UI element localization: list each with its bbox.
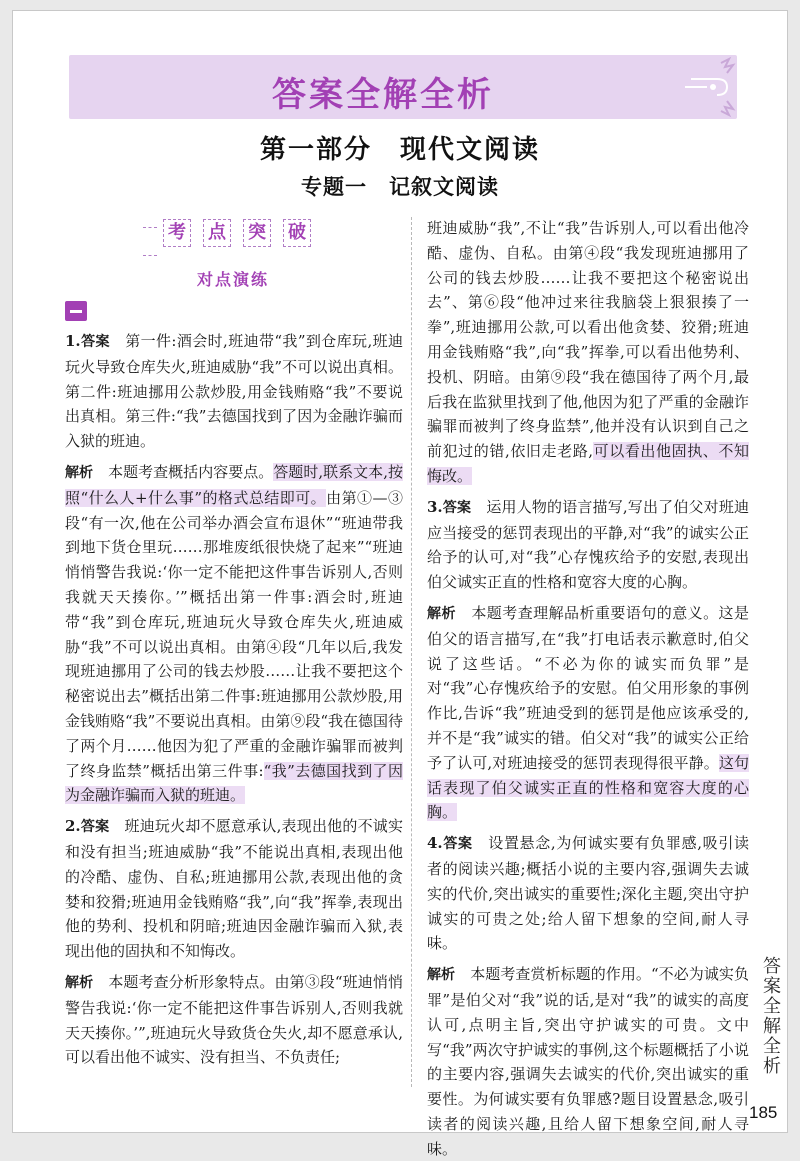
answer-text: 第一件:酒会时,班迪带“我”到仓库玩,班迪玩火导致仓库失火,班迪威胁“我”不可以说出真相。第二件:班迪挪用公款炒股,用金钱贿赂“我”不要说出真相。第三件:“我”去德国找到了因为金融诈骗而入狱的班迪。	[65, 332, 403, 451]
cloud-ornament-icon	[677, 55, 737, 119]
question-2-analysis: 解析 本题考查分析形象特点。由第③段“班迪悄悄警告我说:‘你一定不能把这件事告诉别人,否则我就天天揍你。’”,班迪玩火导致货仓失火,却不愿意承认,可以看出他不诚实、没有担当、不负责任;	[65, 972, 403, 1067]
analysis-tag: 解析	[427, 605, 456, 622]
question-3-analysis: 解析 本题考查理解品析重要语句的意义。这是伯父的语言描写,在“我”打电话表示歉意时,伯父说了这些话。“不必为你的诚实而负罪”是对“我”心存愧疚给予的安慰。伯父用形象的事例作比,告诉“我”班迪受到的惩罚是他应该承受的,并不是“我”诚实的错。伯父对“我”的诚实公正给予了认可,对班迪接受的惩罚表现得很平静。这句话表现了伯父诚实正直的性格和宽容大度的心胸。	[427, 603, 749, 822]
question-4-analysis: 解析 本题考查赏析标题的作用。“不必为诚实负罪”是伯父对“我”说的话,是对“我”的诚实的高度认可,点明主旨,突出守护诚实的可贵。文中写“我”两次守护诚实的事例,这个标题概括了小说的主要内容,强调失去诚实的代价,突出诚实的重要性。为何诚实要有负罪感?题目设置悬念,吸引读者的阅读兴趣,且给人留下想象空间,耐人寻味。	[427, 965, 749, 1158]
answer-text: 运用人物的语言描写,写出了伯父对班迪应当接受的惩罚表现出的平静,对“我”的诚实公正给予的认可,对“我”心存愧疚给予的安慰,表现出伯父诚实正直的性格和宽容大度的心胸。	[427, 497, 749, 592]
question-2-analysis-continued: 班迪威胁“我”,不让“我”告诉别人,可以看出他冷酷、虚伪、自私。由第④段“我发现班迪挪用了公司的钱去炒股……让我不要把这个秘密说出去”、第⑥段“他冲过来往我脑袋上狠狠揍了一拳”,班迪挪用公款,可以看出他贪婪、狡猾;班迪用金钱贿赂“我”,向“我”挥拳,可以看出他势利、投机、阴暗。由第⑨段“我在德国待了两个月,最后我在监狱里找到了他,他因为犯了严重的金融诈骗罪而被判了终身监禁”,他并没有认识到自己之前犯过的错,依旧走老路,可以看出他固执、不知悔改。	[427, 219, 749, 485]
part-title: 第一部分 现代文阅读	[259, 135, 540, 165]
analysis-tag: 解析	[65, 464, 94, 481]
question-2-answer: 2.答案 班迪玩火却不愿意承认,表现出他的不诚实和没有担当;班迪威胁“我”不能说出真相,表现出他的冷酷、虚伪、自私;班迪挪用公款,表现出他的贪婪和狡猾;班迪用金钱贿赂“我”,向“我”挥拳,表现出他的势利、投机和阴暗;班迪因金融诈骗而入狱,表现出他的固执和不知悔改。	[65, 817, 403, 961]
page	[12, 10, 788, 1158]
highlighted-text: 可以看出他固执、不知悔改。	[427, 442, 749, 485]
answer-tag: 答案	[80, 819, 110, 836]
answer-tag: 答案	[442, 836, 473, 853]
column-divider	[411, 217, 412, 1087]
kaodian-char: 点	[203, 219, 231, 247]
kaodian-char: 突	[243, 219, 271, 247]
question-1-analysis: 解析 本题考查概括内容要点。答题时,联系文本,按照“什么人+什么事”的格式总结即可。由第①—③段“有一次,他在公司举办酒会宣布退休”“班迪带我到地下货仓里玩……那堆废纸很快烧了起来”“班迪悄悄警告我说:‘你一定不能把这件事告诉别人,否则我就天天揍你。’”概括出第一件事:酒会时,班迪带“我”到仓库玩,班迪玩火导致仓库失火,班迪威胁“我”不可以说出真相。由第④段“几年以后,我发现班迪挪用了公司的钱去炒股……让我不要把这个秘密说出去”概括出第二件事:班迪挪用公款炒股,用金钱贿赂“我”不要说出真相。由第⑨段“我在德国待了两个月……他因为犯了严重的金融诈骗罪而被判了终身监禁”概括出第三件事:“我”去德国找到了因为金融诈骗而入狱的班迪。	[65, 462, 404, 805]
answer-tag: 答案	[442, 499, 472, 516]
analysis-tag: 解析	[65, 974, 94, 991]
kaodian-char: 考	[163, 219, 191, 247]
kaodian-tupo-heading	[143, 219, 323, 249]
highlighted-text: 答题时,联系文本,按照“什么人+什么事”的格式总结即可。	[65, 462, 403, 507]
topic-title: 专题一 记叙文阅读	[301, 174, 499, 199]
dash-divider	[143, 255, 157, 256]
duidian-yanlian-heading: 对点演练	[196, 270, 269, 289]
banner-title: 答案全解全析	[272, 75, 494, 115]
highlighted-text: 这句话表现了伯父诚实正直的性格和宽容大度的心胸。	[427, 753, 749, 822]
left-column	[65, 329, 403, 1070]
right-column	[427, 216, 749, 1161]
question-3-answer: 3.答案 运用人物的语言描写,写出了伯父对班迪应当接受的惩罚表现出的平静,对“我”的诚实公正给予的认可,对“我”心存愧疚给予的安慰,表现出伯父诚实正直的性格和宽容大度的心胸。	[427, 497, 749, 592]
kaodian-char: 破	[283, 219, 311, 247]
section-one-badge-icon	[65, 301, 87, 321]
highlighted-text: “我”去德国找到了因为金融诈骗而入狱的班迪。	[65, 761, 403, 805]
answer-text: 设置悬念,为何诚实要有负罪感,吸引读者的阅读兴趣;概括小说的主要内容,强调失去诚实的代价,突出诚实的重要性;深化主题,突出守护诚实的可贵之处;给人留下想象的空间,耐人寻味。	[427, 834, 749, 953]
answer-tag: 答案	[80, 334, 110, 350]
question-1-answer: 1.答案 第一件:酒会时,班迪带“我”到仓库玩,班迪玩火导致仓库失火,班迪威胁“我”不可以说出真相。第二件:班迪挪用公款炒股,用金钱贿赂“我”不要说出真相。第三件:“我”去德国找到了因为金融诈骗而入狱的班迪。	[65, 332, 403, 451]
side-label: 答案全解全析	[763, 956, 781, 1077]
dash-divider	[143, 227, 157, 228]
analysis-tag: 解析	[427, 967, 456, 984]
page-number: 185	[749, 1103, 778, 1122]
title-banner	[69, 55, 737, 119]
question-4-answer: 4.答案 设置悬念,为何诚实要有负罪感,吸引读者的阅读兴趣;概括小说的主要内容,强调失去诚实的代价,突出诚实的重要性;深化主题,突出守护诚实的可贵之处;给人留下想象的空间,耐人寻味。	[427, 834, 749, 953]
answer-text: 班迪玩火却不愿意承认,表现出他的不诚实和没有担当;班迪威胁“我”不能说出真相,表现出他的冷酷、虚伪、自私;班迪挪用公款,表现出他的贪婪和狡猾;班迪用金钱贿赂“我”,向“我”挥拳,表现出他的势利、投机和阴暗;班迪因金融诈骗而入狱,表现出他的固执和不知悔改。	[65, 817, 403, 961]
